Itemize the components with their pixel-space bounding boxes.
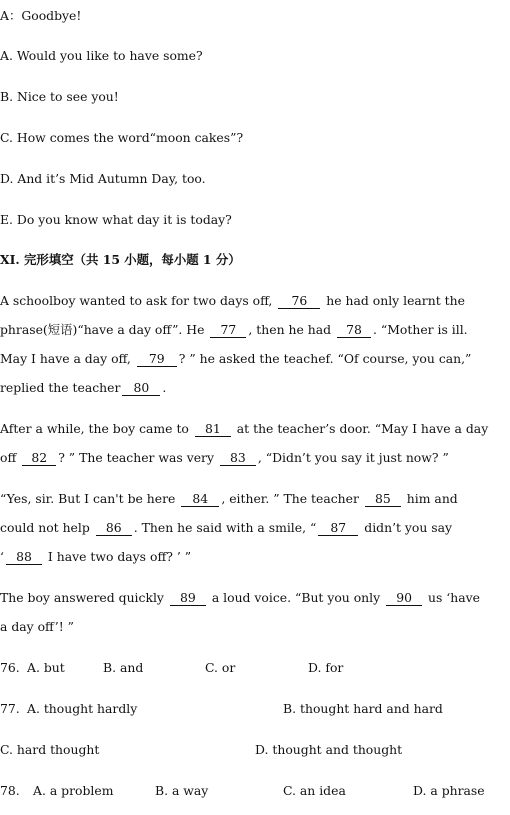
passage-line bbox=[0, 293, 465, 309]
passage-line bbox=[0, 450, 449, 466]
blank-78: 78 bbox=[337, 323, 371, 338]
passage-line bbox=[0, 351, 471, 367]
passage-text: phrase(短语)“have a day off”. He bbox=[0, 322, 205, 337]
passage-text: “Yes, sir. But I can't be here bbox=[0, 491, 176, 506]
blank-86: 86 bbox=[96, 521, 132, 536]
passage-text: , “Didn’t you say it just now? ” bbox=[257, 450, 449, 465]
dialogue-option-d: D. And it’s Mid Autumn Day, too. bbox=[0, 171, 206, 186]
blank-83: 83 bbox=[220, 451, 256, 466]
dialogue-option-e: E. Do you know what day it is today? bbox=[0, 212, 232, 227]
passage-text: off bbox=[0, 450, 17, 465]
passage-text: I have two days off? ’ ” bbox=[47, 549, 192, 564]
blank-80: 80 bbox=[122, 381, 160, 396]
passage-text: ? ” he asked the teachef. “Of course, you can,” bbox=[178, 351, 472, 366]
passage-text: a loud voice. “But you only bbox=[211, 590, 381, 605]
option-b: B. thought hard and hard bbox=[283, 701, 443, 716]
blank-76: 76 bbox=[278, 294, 320, 309]
passage-text: he had only learnt the bbox=[326, 293, 465, 308]
blank-77: 77 bbox=[210, 323, 246, 338]
option-a: A. thought hardly bbox=[27, 701, 138, 716]
blank-79: 79 bbox=[137, 352, 177, 367]
passage-line bbox=[0, 380, 166, 396]
passage-text: ? ” The teacher was very bbox=[58, 450, 214, 465]
dialogue-line: A：Goodbye! bbox=[0, 8, 82, 23]
option-a: A. a problem bbox=[33, 783, 114, 798]
option-c: C. or bbox=[205, 660, 236, 675]
option-d: D. a phrase bbox=[413, 783, 485, 798]
option-c: C. hard thought bbox=[0, 742, 100, 757]
dialogue-option-b: B. Nice to see you! bbox=[0, 89, 119, 104]
dialogue-option-a: A. Would you like to have some? bbox=[0, 48, 203, 63]
blank-82: 82 bbox=[22, 451, 56, 466]
option-c: C. an idea bbox=[283, 783, 346, 798]
option-d: D. for bbox=[308, 660, 344, 675]
question-number: 78. bbox=[0, 783, 20, 798]
passage-line bbox=[0, 421, 488, 437]
passage-line: a day off’! ” bbox=[0, 619, 74, 634]
passage-text: him and bbox=[406, 491, 458, 506]
passage-text: , either. ” The teacher bbox=[221, 491, 359, 506]
passage-text: . bbox=[162, 380, 167, 395]
passage-text: . “Mother is ill. bbox=[373, 322, 468, 337]
passage-line bbox=[0, 520, 452, 536]
passage-line bbox=[0, 322, 468, 338]
passage-text: The boy answered quickly bbox=[0, 590, 164, 605]
blank-88: 88 bbox=[6, 550, 42, 565]
option-b: B. and bbox=[103, 660, 144, 675]
passage-text: May I have a day off, bbox=[0, 351, 131, 366]
option-a: A. but bbox=[27, 660, 65, 675]
blank-81: 81 bbox=[195, 422, 231, 437]
passage-text: could not help bbox=[0, 520, 90, 535]
passage-text: us ‘have bbox=[428, 590, 480, 605]
passage-text: ‘ bbox=[0, 549, 4, 564]
blank-84: 84 bbox=[181, 492, 219, 507]
passage-line bbox=[0, 549, 191, 565]
option-d: D. thought and thought bbox=[255, 742, 403, 757]
passage-text: A schoolboy wanted to ask for two days off, bbox=[0, 293, 273, 308]
blank-89: 89 bbox=[170, 591, 206, 606]
blank-90: 90 bbox=[386, 591, 422, 606]
passage-text: After a while, the boy came to bbox=[0, 421, 189, 436]
passage-text: replied the teacher bbox=[0, 380, 121, 395]
passage-text: . Then he said with a smile, “ bbox=[133, 520, 317, 535]
passage-text: at the teacher’s door. “May I have a day bbox=[236, 421, 489, 436]
passage-line bbox=[0, 491, 458, 507]
question-number: 77. bbox=[0, 701, 20, 716]
blank-87: 87 bbox=[318, 521, 358, 536]
passage-line bbox=[0, 590, 480, 606]
dialogue-option-c: C. How comes the word“moon cakes”? bbox=[0, 130, 244, 145]
passage-text: , then he had bbox=[248, 322, 332, 337]
question-number: 76. bbox=[0, 660, 20, 675]
blank-85: 85 bbox=[365, 492, 401, 507]
section-heading: XI. 完形填空（共 15 小题，每小题 1 分） bbox=[0, 252, 241, 267]
option-b: B. a way bbox=[155, 783, 209, 798]
passage-text: didn’t you say bbox=[364, 520, 453, 535]
